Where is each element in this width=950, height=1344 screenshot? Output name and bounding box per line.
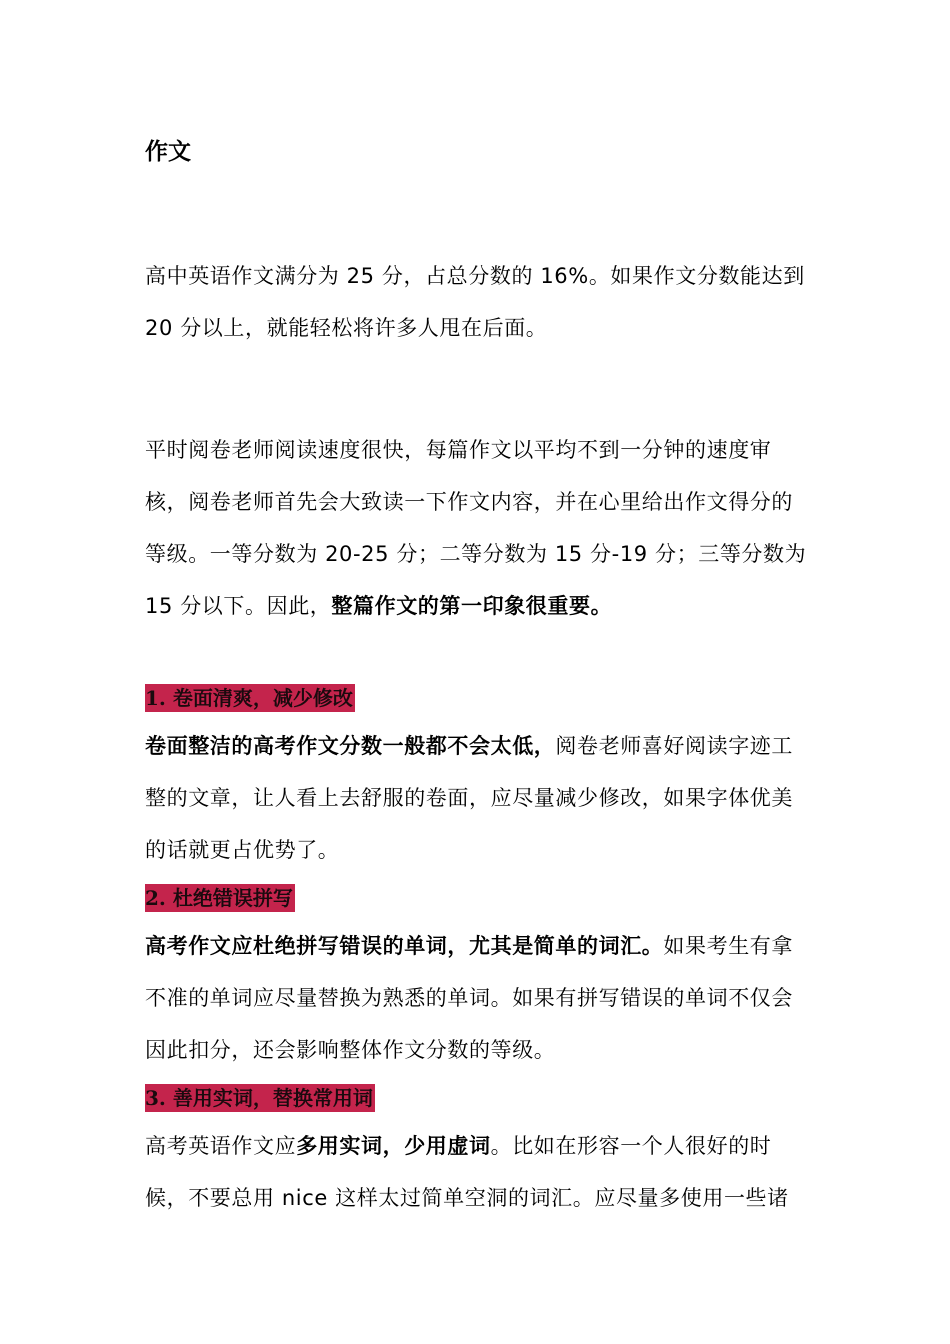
section-body-3-text-before: 高考英语作文应	[145, 1134, 297, 1158]
section-heading-3: 3. 善用实词，替换常用词	[145, 1086, 373, 1110]
section-body-2-emphasis: 高考作文应杜绝拼写错误的单词，尤其是简单的词汇。	[145, 934, 664, 958]
section-body-2	[145, 920, 807, 1076]
section-body-1-text: 阅卷老师喜好阅读字迹工整的文章，让人看上去舒服的卷面，应尽量减少修改，如果字体优美的话就更占优势了。	[145, 734, 794, 862]
section-body-1	[145, 720, 807, 876]
section-heading-1: 1. 卷面清爽，减少修改	[145, 686, 353, 710]
section-heading-2: 2. 杜绝错误拼写	[145, 886, 293, 910]
grading-paragraph	[145, 424, 807, 632]
section-body-3	[145, 1120, 807, 1224]
grading-paragraph-text: 平时阅卷老师阅读速度很快，每篇作文以平均不到一分钟的速度审核，阅卷老师首先会大致读一下作文内容，并在心里给出作文得分的等级。一等分数为 20-25 分；二等分数为 15 分-19 分；三等分数为 15 分以下。因此，	[145, 438, 807, 618]
intro-paragraph: 高中英语作文满分为 25 分，占总分数的 16%。如果作文分数能达到 20 分以上，就能轻松将许多人甩在后面。	[145, 264, 805, 340]
section-body-1-emphasis: 卷面整洁的高考作文分数一般都不会太低，	[145, 734, 556, 758]
section-body-2-text: 如果考生有拿不准的单词应尽量替换为熟悉的单词。如果有拼写错误的单词不仅会因此扣分，还会影响整体作文分数的等级。	[145, 934, 794, 1062]
section-body-3-text-after: 。比如在形容一个人很好的时候，不要总用 nice 这样太过简单空洞的词汇。应尽量多使用一些诸	[145, 1134, 789, 1210]
grading-paragraph-emphasis: 整篇作文的第一印象很重要。	[331, 594, 613, 618]
section-body-3-emphasis: 多用实词，少用虚词	[296, 1134, 491, 1158]
document-title: 作文	[145, 139, 191, 165]
